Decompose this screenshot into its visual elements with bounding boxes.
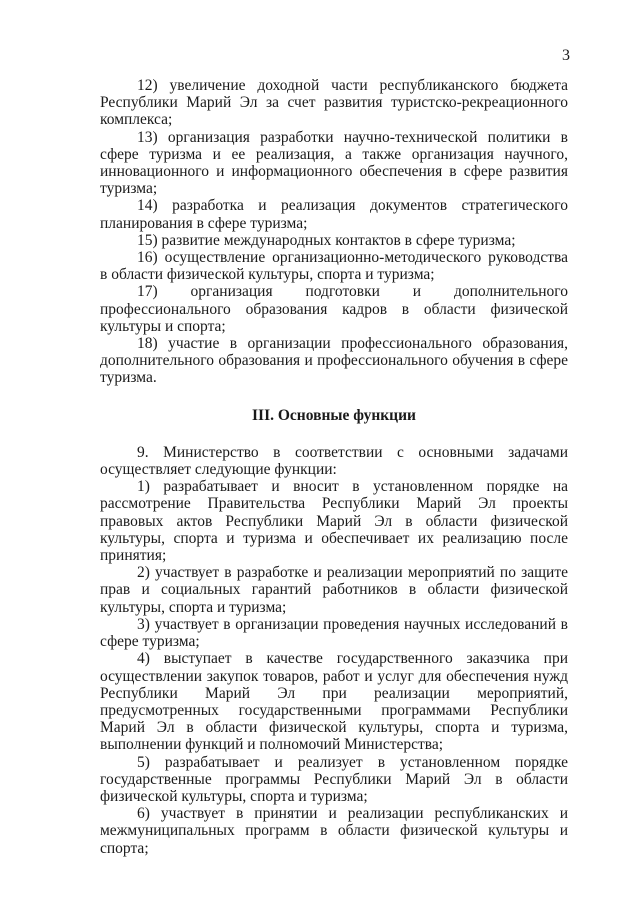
task-item: 16) осуществление организационно-методического руководства в области физической культуры, спорта и туризма; <box>100 249 568 284</box>
function-item: 1) разрабатывает и вносит в установленном порядке на рассмотрение Правительства Республики Марий Эл проекты правовых актов Республики Марий Эл в области физической культуры, спорта и туризма и обеспечивает их реализацию после принятия; <box>100 478 568 565</box>
function-item: 3) участвует в организации проведения научных исследований в сфере туризма; <box>100 615 568 651</box>
task-item: 15) развитие международных контактов в сфере туризма; <box>137 231 516 249</box>
task-item: 12) увеличение доходной части республиканского бюджета Республики Марий Эл за счет развития туристско-рекреационного комплекса; <box>100 77 568 129</box>
task-item: 17) организация подготовки и дополнительного профессионального образования кадров в области физической культуры и спорта; <box>100 283 568 335</box>
task-item: 13) организация разработки научно-технической политики в сфере туризма и ее реализация, а также организация научного, инновационного и информационного обеспечения в сфере развития туризма; <box>100 128 568 198</box>
page-number: 3 <box>562 47 570 64</box>
function-item: 4) выступает в качестве государственного заказчика при осуществлении закупок товаров, работ и услуг для обеспечения нужд Республики Марий Эл при реализации мероприятий, предусмотренных государственными программами Республики Марий Эл в области физической культуры, спорта и туризма, выполнении функций и полномочий Министерства; <box>100 650 568 754</box>
section-heading: III. Основные функции <box>252 406 416 424</box>
function-item: 5) разрабатывает и реализует в установленном порядке государственные программы Республики Марий Эл в области физической культуры, спорта и туризма; <box>100 753 568 805</box>
function-item: 2) участвует в разработке и реализации мероприятий по защите прав и социальных гарантий работников в области физической культуры, спорта и туризма; <box>100 564 568 616</box>
document-body <box>100 77 568 857</box>
task-item: 14) разработка и реализация документов стратегического планирования в сфере туризма; <box>100 197 568 232</box>
functions-intro: 9. Министерство в соответствии с основными задачами осуществляет следующие функции: <box>100 443 568 479</box>
task-item: 18) участие в организации профессионального образования, дополнительного образования и профессионального обучения в сфере туризма. <box>100 335 568 387</box>
function-item: 6) участвует в принятии и реализации республиканских и межмуниципальных программ в области физической культуры и спорта; <box>100 805 568 857</box>
